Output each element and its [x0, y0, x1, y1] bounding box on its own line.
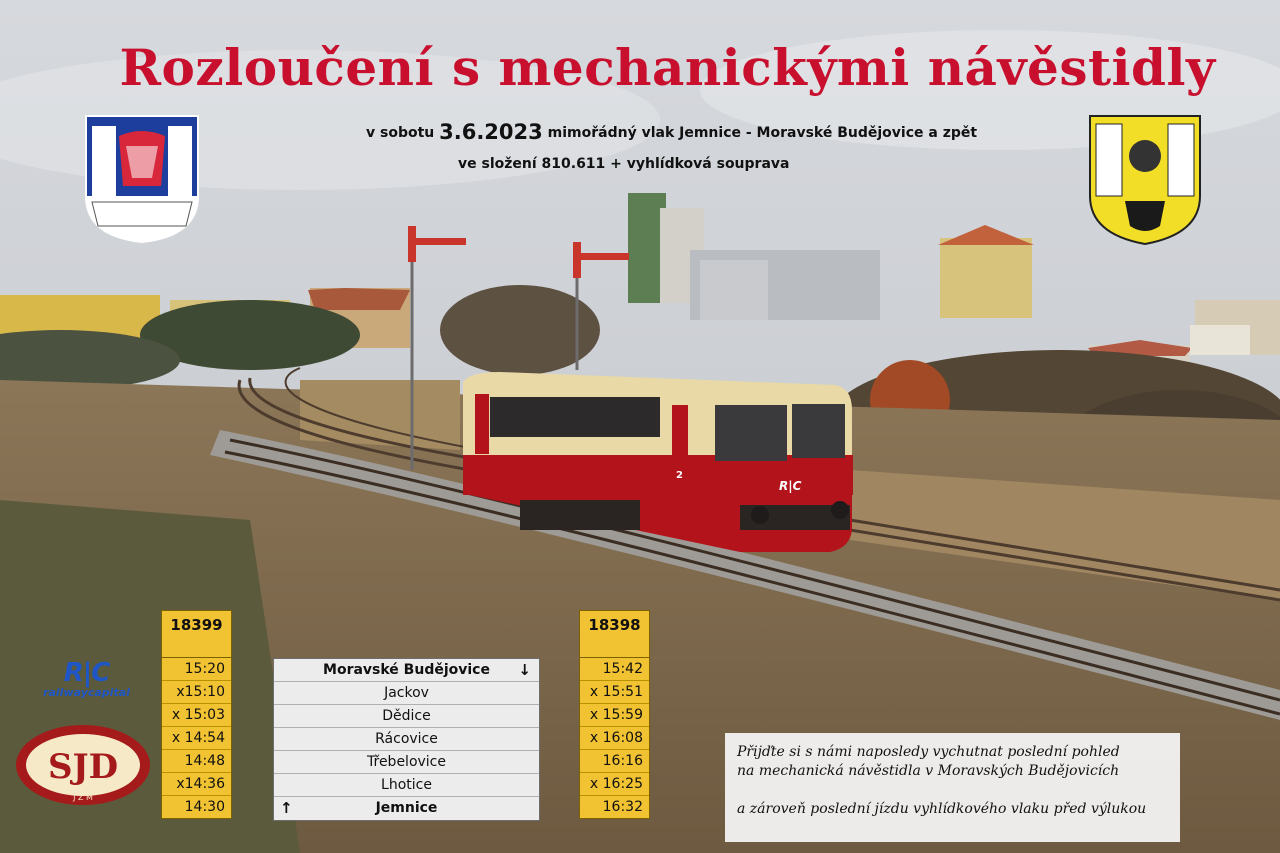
- station-name: Jemnice: [375, 800, 438, 816]
- railcar: [463, 372, 853, 552]
- train-number: 2: [676, 470, 683, 481]
- time-cell: 14:30: [184, 799, 225, 815]
- time-cell: x 14:54: [162, 727, 231, 750]
- sjd-text: SJD: [47, 747, 119, 787]
- railwaycapital-logo: [24, 660, 149, 699]
- station-row: Třebelovice: [274, 751, 539, 774]
- time-cell: 16:32: [602, 799, 643, 815]
- time-cell: x 16:25: [580, 773, 649, 796]
- coat-of-arms-left: [86, 116, 198, 242]
- time-cell: x 15:59: [580, 704, 649, 727]
- train-number-18399: 18399: [162, 611, 231, 658]
- arrow-up-icon: ↑: [280, 799, 293, 817]
- train-brand: R|C: [779, 479, 802, 493]
- time-cell: x 15:03: [162, 704, 231, 727]
- coat-of-arms-right: [1090, 116, 1200, 244]
- time-cell: x 16:08: [580, 727, 649, 750]
- train-composition: ve složení 810.611 + vyhlídková souprava: [458, 156, 790, 172]
- time-cell: 16:16: [580, 750, 649, 773]
- note-line-3: a zároveň poslední jízdu vyhlídkového vlaku před výlukou: [737, 801, 1147, 817]
- arrow-down-icon: ↓: [518, 661, 531, 679]
- note-line-1: Přijďte si s námi naposledy vychutnat poslední pohled: [737, 744, 1120, 760]
- event-prefix: v sobotu: [366, 125, 435, 141]
- rc-logo-text: railwaycapital: [43, 686, 130, 699]
- event-line: [366, 118, 977, 142]
- station-list: [273, 658, 540, 821]
- event-date: 3.6.2023: [439, 120, 543, 144]
- timetable-18399: [161, 610, 232, 819]
- invitation-note: [725, 733, 1180, 842]
- timetable-18398: [579, 610, 650, 819]
- time-cell: 14:48: [162, 750, 231, 773]
- station-row: Rácovice: [274, 728, 539, 751]
- station-row: [274, 659, 539, 682]
- time-cell: 15:20: [162, 658, 231, 681]
- train-number-18398: 18398: [580, 611, 649, 658]
- time-cell: x15:10: [162, 681, 231, 704]
- station-row: [274, 797, 539, 820]
- event-description: mimořádný vlak Jemnice - Moravské Budějovice a zpět: [547, 125, 978, 141]
- station-name: Moravské Budějovice: [323, 662, 490, 678]
- rc-logo-mark: R|C: [63, 658, 110, 688]
- station-row: Dědice: [274, 705, 539, 728]
- sjd-logo: [16, 725, 150, 805]
- sjd-small: J Z M: [73, 793, 93, 802]
- page-title: Rozloučení s mechanickými návěstidly: [119, 38, 1216, 97]
- time-cell: x14:36: [162, 773, 231, 796]
- station-row: Jackov: [274, 682, 539, 705]
- time-cell: 15:42: [580, 658, 649, 681]
- time-cell: x 15:51: [580, 681, 649, 704]
- station-row: Lhotice: [274, 774, 539, 797]
- note-line-2: na mechanická návěstidla v Moravských Budějovicích: [737, 763, 1120, 779]
